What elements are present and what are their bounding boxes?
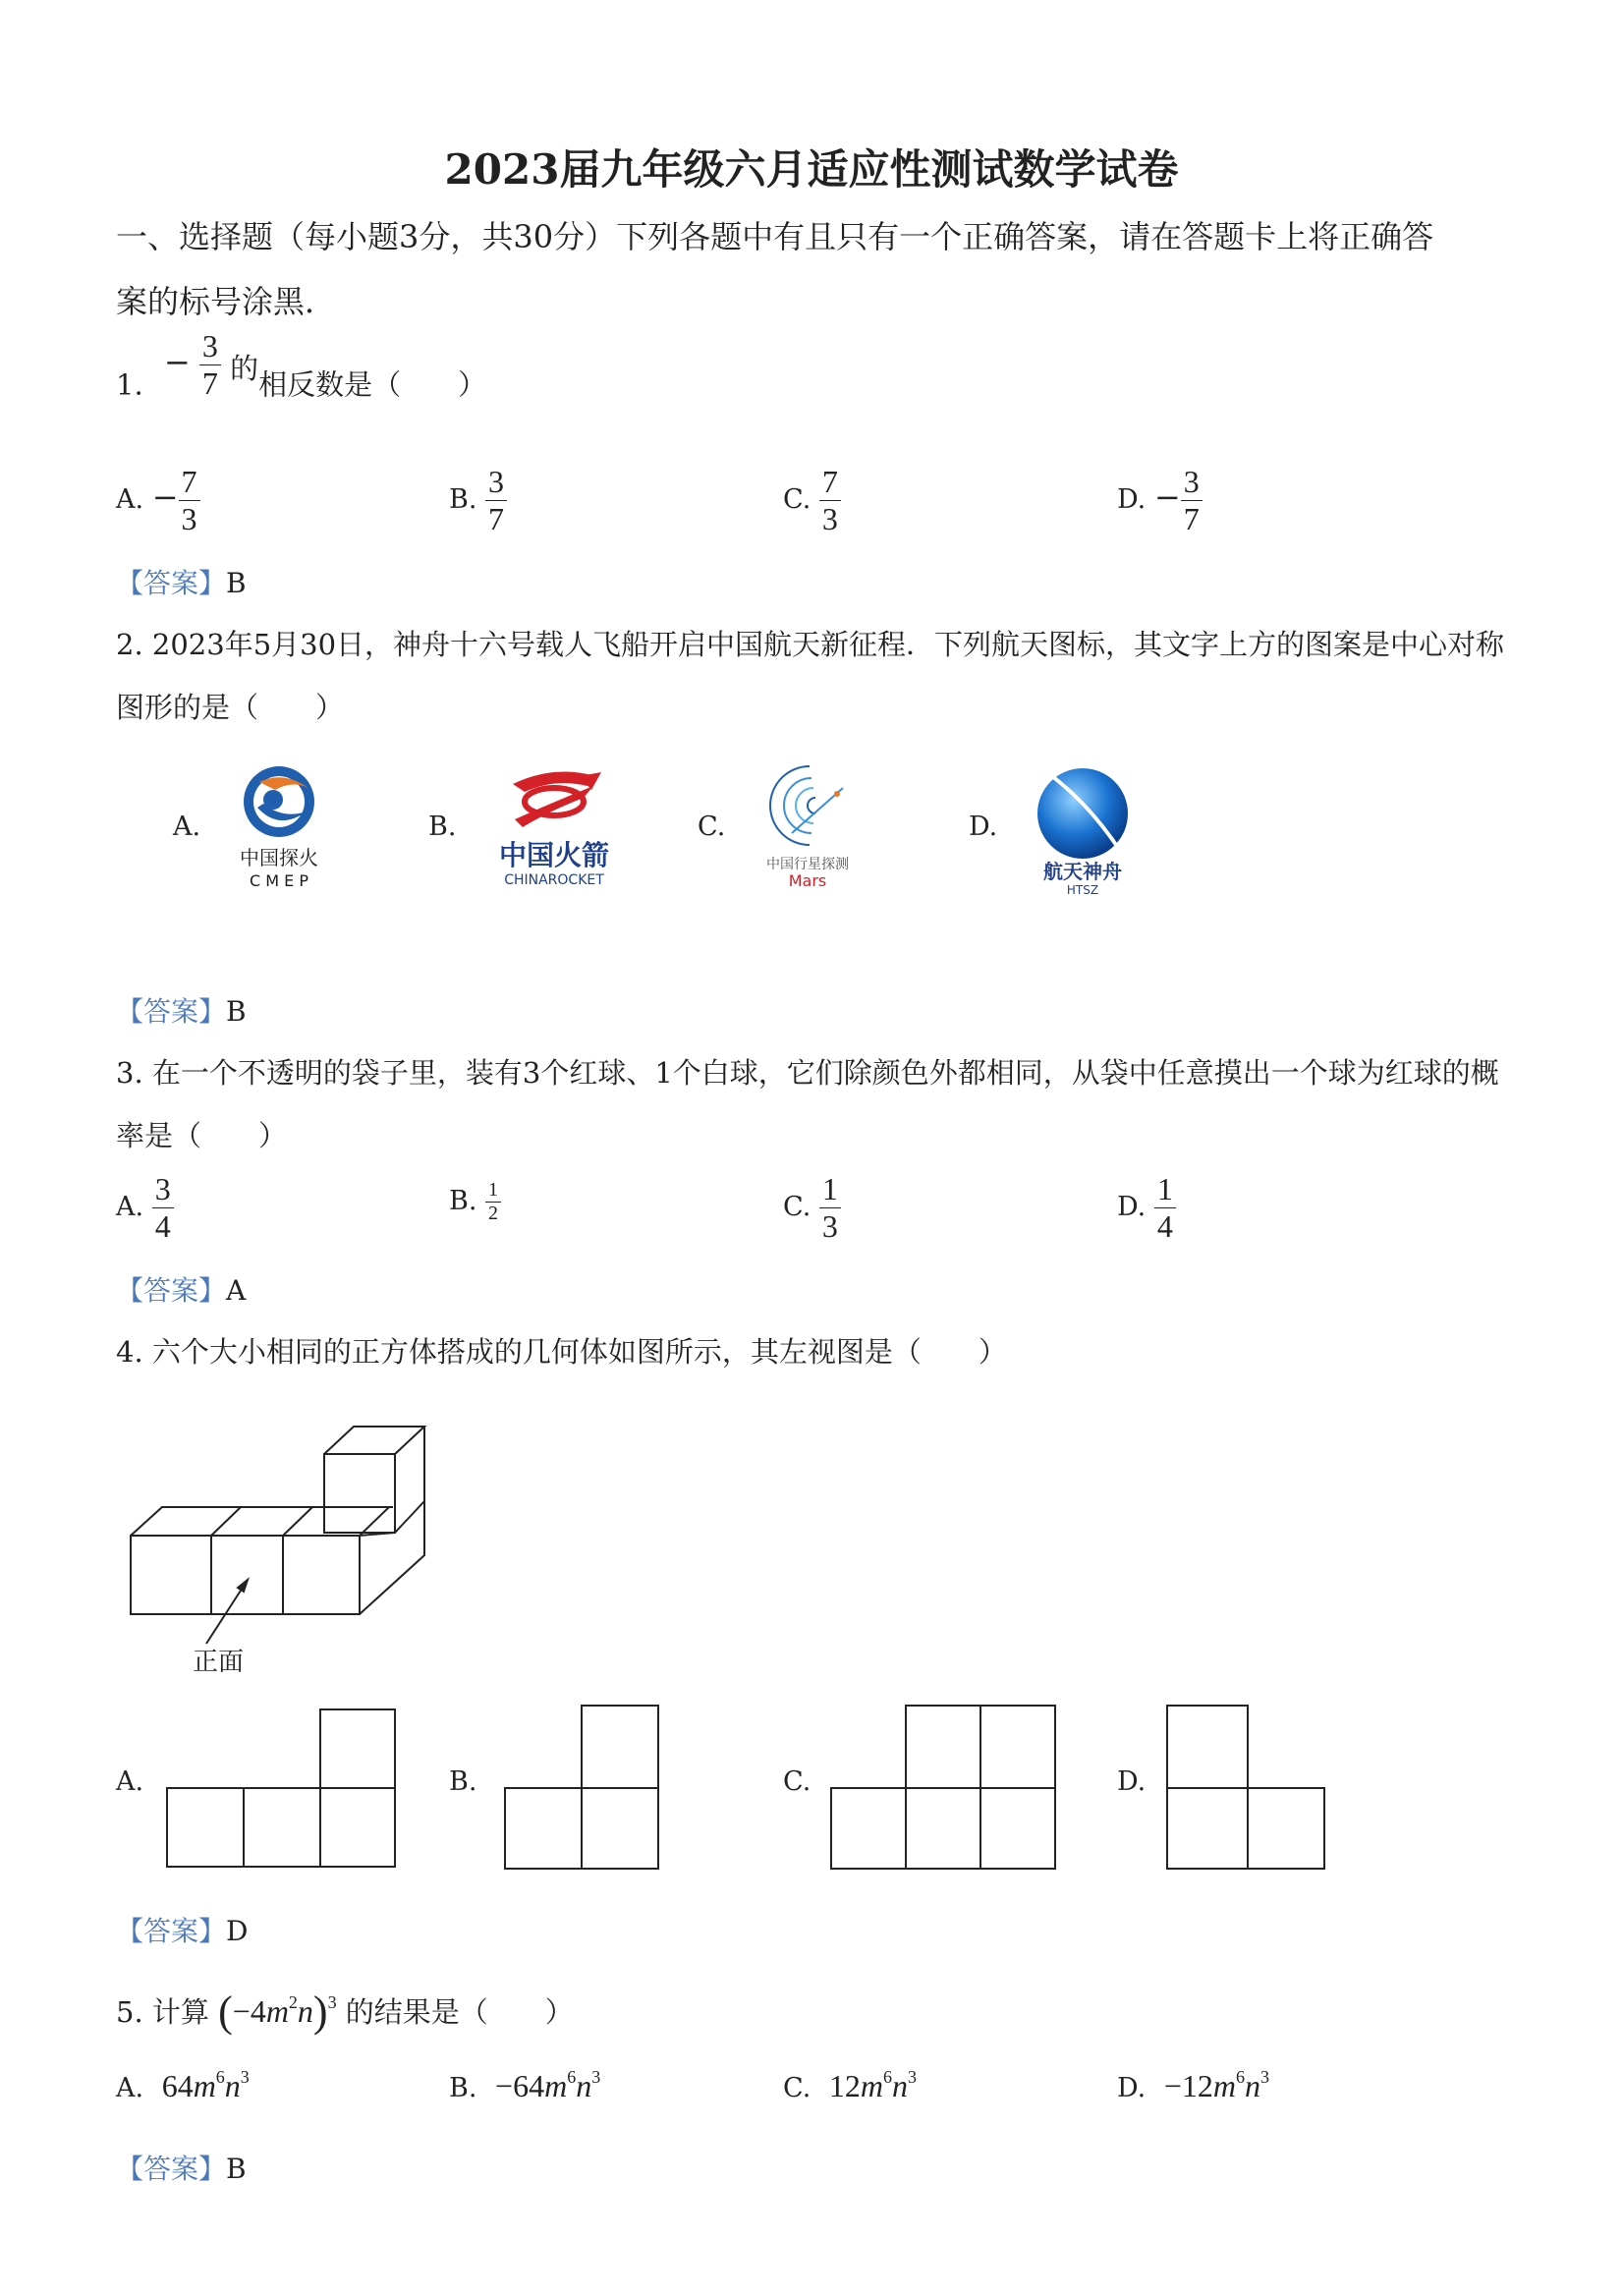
q1-fraction: [199, 328, 221, 402]
option-label: D.: [1117, 1191, 1147, 1222]
option-fraction: [819, 1171, 841, 1245]
view-a-icon: [165, 1708, 397, 1869]
option-num: 7: [819, 464, 841, 501]
option-den: 2: [488, 1203, 499, 1224]
answer-value: B: [226, 2153, 247, 2185]
option-num: 3: [152, 1171, 174, 1208]
option-fraction: [152, 1171, 174, 1245]
option-num: 1: [485, 1179, 501, 1203]
page-title: 2023届九年级六月适应性测试数学试卷: [444, 145, 1179, 194]
option-label: C.: [783, 2073, 812, 2103]
q5-option-b[interactable]: B. $-64m^6n^3$: [449, 2067, 601, 2103]
option-coef: −12: [1163, 2068, 1213, 2103]
q2-option-a[interactable]: [224, 762, 332, 894]
option-fraction: [485, 1179, 501, 1225]
q5-expression: $(-4m^2n)^3$: [218, 1988, 337, 2036]
option-den: 4: [154, 1207, 171, 1244]
q1-option-c[interactable]: [783, 464, 841, 537]
q1-option-a[interactable]: [116, 464, 200, 537]
q4-option-a[interactable]: [165, 1708, 397, 1873]
q4-option-c-label: C.: [783, 1766, 812, 1797]
option-label: B.: [449, 483, 477, 515]
logo-text: 中国行星探测: [766, 857, 849, 872]
q1-text-de: 的: [230, 352, 259, 386]
q1-frac-sign: −: [163, 343, 191, 381]
q2-stem: [116, 625, 1550, 727]
option-num: 1: [819, 1171, 841, 1208]
q3-option-d[interactable]: [1117, 1171, 1176, 1245]
option-coef: 64: [161, 2068, 194, 2103]
logo-sub: Mars: [788, 871, 827, 890]
answer-label: 答案: [143, 995, 199, 1028]
q2-option-b-label: B.: [428, 812, 457, 842]
q2-option-d[interactable]: [1028, 758, 1136, 900]
answer-value: A: [226, 1274, 247, 1307]
q4-option-d[interactable]: [1165, 1704, 1326, 1875]
logo-sub: HTSZ: [1066, 883, 1099, 896]
option-label: B.: [449, 1186, 477, 1216]
q3-answer: 【答案】A: [116, 1274, 247, 1307]
cmep-logo-icon: [224, 762, 332, 890]
q1-stem: [116, 328, 487, 423]
option-num: 7: [179, 464, 200, 501]
q1-option-d[interactable]: [1117, 464, 1203, 537]
q2-option-c-label: C.: [698, 812, 726, 842]
view-b-icon: [503, 1704, 662, 1871]
view-d-icon: [1165, 1704, 1326, 1871]
q1-frac-num: 3: [199, 328, 221, 365]
option-m-exp: 6: [1236, 2067, 1246, 2087]
expr-m: m: [265, 1993, 289, 2029]
option-den: 3: [821, 500, 838, 536]
htsz-logo-icon: [1028, 758, 1136, 896]
answer-value: B: [226, 567, 247, 599]
option-label: A.: [116, 483, 144, 515]
answer-label: 答案: [143, 567, 199, 599]
option-fraction: [1181, 464, 1203, 537]
answer-label: 答案: [143, 2153, 199, 2185]
q2-answer: 【答案】B: [116, 995, 247, 1028]
option-den: 3: [181, 500, 197, 536]
answer-label: 答案: [143, 1915, 199, 1947]
option-den: 3: [821, 1207, 838, 1244]
option-label: B.: [449, 2073, 477, 2103]
option-fraction: [485, 464, 507, 537]
section-line-1: 一、选择题（每小题3分，共30分）下列各题中有且只有一个正确答案，请在答题卡上将正确答: [116, 218, 1434, 255]
option-fraction: [179, 464, 200, 537]
option-coef: −64: [495, 2068, 545, 2103]
q1-answer: 【答案】B: [116, 567, 247, 599]
option-label: C.: [783, 1191, 812, 1222]
cube-stack-figure: [128, 1393, 442, 1678]
q2-option-c[interactable]: [753, 758, 861, 900]
q5-option-c[interactable]: C. $12m^6n^3$: [783, 2067, 917, 2103]
option-sign: −: [1153, 477, 1181, 516]
option-label: D.: [1117, 2073, 1147, 2103]
option-label: A.: [116, 1191, 144, 1222]
q2-line-1: 2. 2023年5月30日，神舟十六号载人飞船开启中国航天新征程．下列航天图标，其文字上方的图案是中心对称: [116, 628, 1505, 661]
option-num: 3: [485, 464, 507, 501]
q2-option-d-label: D.: [969, 812, 998, 842]
q3-option-c[interactable]: [783, 1171, 841, 1245]
front-label: 正面: [192, 1648, 245, 1677]
section-instructions: [116, 204, 1540, 334]
section-line-2: 案的标号涂黑．: [116, 283, 337, 320]
q1-number: 1.: [116, 367, 143, 402]
answer-label: 答案: [143, 1274, 199, 1307]
option-label: A.: [116, 2073, 144, 2103]
q2-line-2: 图形的是（ ）: [116, 691, 345, 724]
option-n-exp: 3: [240, 2067, 250, 2087]
mars-logo-icon: [753, 758, 861, 896]
option-m-exp: 6: [882, 2067, 892, 2087]
q3-option-a[interactable]: [116, 1171, 174, 1245]
q5-answer: 【答案】B: [116, 2153, 247, 2185]
q2-option-a-label: A.: [173, 812, 201, 842]
q3-option-b[interactable]: [449, 1179, 501, 1225]
q1-text: 相反数是（ ）: [258, 367, 487, 402]
answer-value: B: [226, 995, 247, 1028]
option-den: 7: [488, 500, 505, 536]
q3-line-2: 率是（ ）: [116, 1119, 288, 1152]
logo-text: 中国火箭: [498, 839, 610, 871]
option-fraction: [819, 464, 841, 537]
q4-answer: 【答案】D: [116, 1915, 249, 1947]
expr-m-exp: 2: [288, 1992, 298, 2012]
q3-line-1: 3. 在一个不透明的袋子里，装有3个红球、1个白球，它们除颜色外都相同，从袋中任意摸出一个球为红球的概: [116, 1056, 1499, 1090]
q5-suffix: 的结果是（ ）: [345, 1995, 574, 2029]
option-m-exp: 6: [567, 2067, 577, 2087]
option-sign: −: [151, 477, 179, 516]
option-n-exp: 3: [1260, 2067, 1270, 2087]
q1-option-b[interactable]: [449, 464, 507, 537]
option-num: 3: [1181, 464, 1203, 501]
q5-option-a[interactable]: A. $64m^6n^3$: [116, 2067, 250, 2103]
option-label: D.: [1117, 483, 1147, 515]
expr-power: 3: [327, 1992, 337, 2012]
q4-option-b-label: B.: [449, 1766, 477, 1797]
logo-sub: C M E P: [250, 871, 308, 890]
expr-n: n: [297, 1993, 313, 2029]
q4-option-a-label: A.: [116, 1766, 144, 1797]
q3-stem: [116, 1053, 1550, 1155]
chinarocket-logo-icon: [485, 762, 623, 890]
logo-text: 中国探火: [240, 846, 318, 869]
q4-option-c[interactable]: [829, 1704, 1057, 1875]
answer-value: D: [226, 1915, 249, 1947]
q4-option-d-label: D.: [1117, 1766, 1147, 1797]
q5-option-d[interactable]: D. $-12m^6n^3$: [1117, 2067, 1270, 2103]
q4-stem: 4. 六个大小相同的正方体搭成的几何体如图所示，其左视图是（ ）: [116, 1335, 1007, 1369]
q4-option-b[interactable]: [503, 1704, 662, 1875]
logo-text: 航天神舟: [1043, 860, 1122, 883]
option-coef: 12: [828, 2068, 861, 2103]
option-n-exp: 3: [907, 2067, 917, 2087]
option-m-exp: 6: [215, 2067, 225, 2087]
option-den: 7: [1183, 500, 1200, 536]
option-den: 4: [1156, 1207, 1173, 1244]
logo-sub: CHINAROCKET: [504, 872, 604, 888]
option-fraction: [1154, 1171, 1176, 1245]
expr-coef: −4: [232, 1993, 266, 2029]
q5-stem: [116, 1983, 574, 2036]
option-n-exp: 3: [591, 2067, 601, 2087]
q1-frac-den: 7: [201, 364, 218, 401]
q5-prefix: 5. 计算: [116, 1995, 209, 2029]
view-c-icon: [829, 1704, 1057, 1871]
option-num: 1: [1154, 1171, 1176, 1208]
q2-option-b[interactable]: [485, 762, 623, 894]
option-label: C.: [783, 483, 812, 515]
q4-solid-figure: [128, 1393, 442, 1682]
